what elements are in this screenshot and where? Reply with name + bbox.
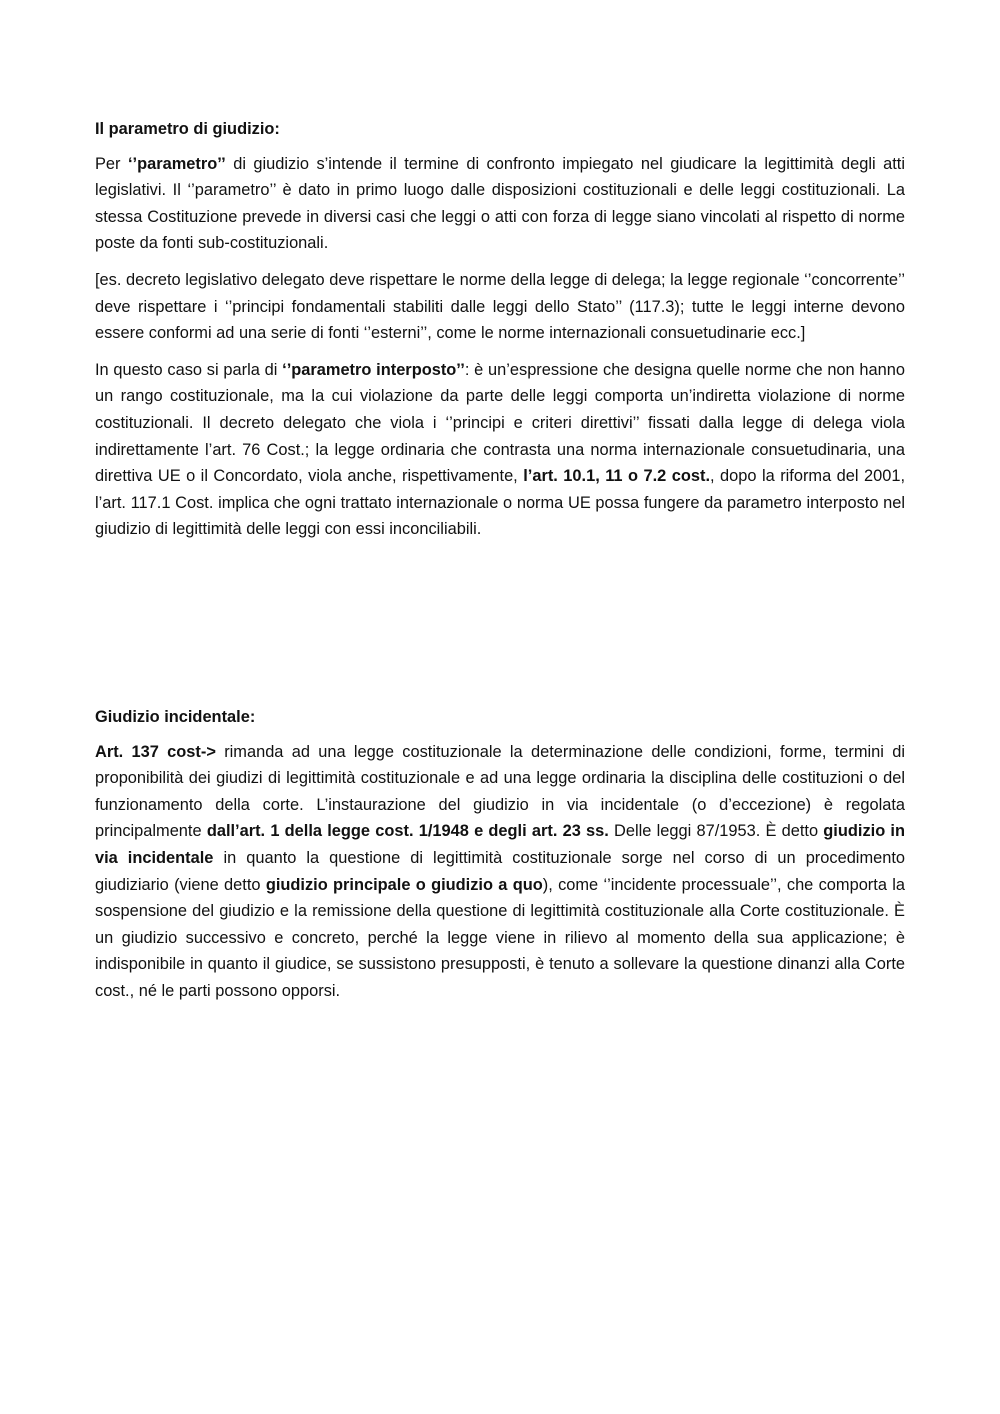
section-heading: Giudizio incidentale:	[95, 708, 256, 726]
paragraph-esempi: [es. decreto legislativo delegato deve rispettare le norme della legge di delega; la legge regionale ‘’concorrente’’ deve rispettare i ‘’principi fondamentali stabiliti dalle leggi dello Stato’’ (117.3); tutte le leggi interne devono essere conformi ad una serie di fonti ‘’esterni’’, come le norme internazionali consuetudinarie ecc.]	[95, 270, 905, 343]
text-run: in quanto la questione di legittimità costituzionale sorge nel corso di un procedimento giudiziario (viene detto	[95, 848, 906, 894]
text-run: di giudizio s’intende il termine di confronto impiegato nel giudicare la legittimità degli atti legislativi. Il ‘’parametro’’ è dato in primo luogo dalle disposizioni costituzionali e delle leggi costituzionali. La stessa Costituzione prevede in diversi casi che leggi o atti con forza di legge siano vincolati al rispetto di norme poste da fonti sub-costituzionali.	[95, 154, 905, 253]
paragraph-art-137	[95, 739, 905, 1005]
bold-term: Art. 137 cost->	[95, 742, 216, 761]
paragraph-definizione-parametro	[95, 151, 905, 257]
text-run: rimanda ad una legge costituzionale la determinazione delle condizioni, forme, termini di proponibilità dei giudizi di legittimità costituzionale e ad una legge ordinaria la disciplina delle costituzioni o del funzionamento della corte. L’instaurazione del giudizio in via incidentale (o d’eccezione) è regolata principalmente	[95, 742, 905, 841]
text-run: : è un’espressione che designa quelle norme che non hanno un rango costituzionale, ma la cui violazione da parte delle leggi comporta un’indiretta violazione di norme costituzionali. Il decreto delegato che viola i ‘’principi e criteri direttivi’’ fissati dalla legge di delega viola indirettamente l’art. 76 Cost.; la legge ordinaria che contrasta una norma internazionale consuetudinaria, una direttiva UE o il Concordato, viola anche, rispettivamente,	[95, 360, 906, 486]
section-giudizio-incidentale	[95, 704, 905, 1015]
bold-term: l’art. 10.1, 11 o 7.2 cost.	[523, 467, 711, 486]
bold-term: giudizio in via incidentale	[95, 822, 905, 867]
paragraph-parametro-interposto	[95, 357, 905, 543]
section-heading: Il parametro di giudizio:	[95, 120, 280, 138]
bold-term: ‘’parametro’’	[127, 154, 226, 173]
bold-term: giudizio principale o giudizio a quo	[265, 875, 543, 894]
text-run: , dopo la riforma del 2001, l’art. 117.1 Cost. implica che ogni trattato internazionale o norma UE possa fungere da parametro interposto nel giudizio di legittimità delle leggi con essi inconciliabili.	[95, 467, 906, 539]
bold-term: dall’art. 1 della legge cost. 1/1948 e degli art. 23 ss.	[206, 822, 609, 841]
text-run: Delle leggi 87/1953. È detto	[608, 822, 824, 841]
text-run: Per	[95, 154, 128, 173]
section-parametro-di-giudizio	[95, 116, 905, 553]
bold-term: ‘’parametro interposto’’	[282, 360, 465, 379]
text-run: ), come ‘’incidente processuale’’, che comporta la sospensione del giudizio e la remissione della questione di legittimità costituzionale alla Corte costituzionale. È un giudizio successivo e concreto, perché la legge viene in rilievo al momento della sua applicazione; è indisponibile in quanto il giudice, se sussistono presupposti, è tenuto a sollevare la questione dinanzi alla Corte cost., né le parti possono opporsi.	[95, 875, 905, 1000]
text-run: In questo caso si parla di	[95, 360, 283, 379]
